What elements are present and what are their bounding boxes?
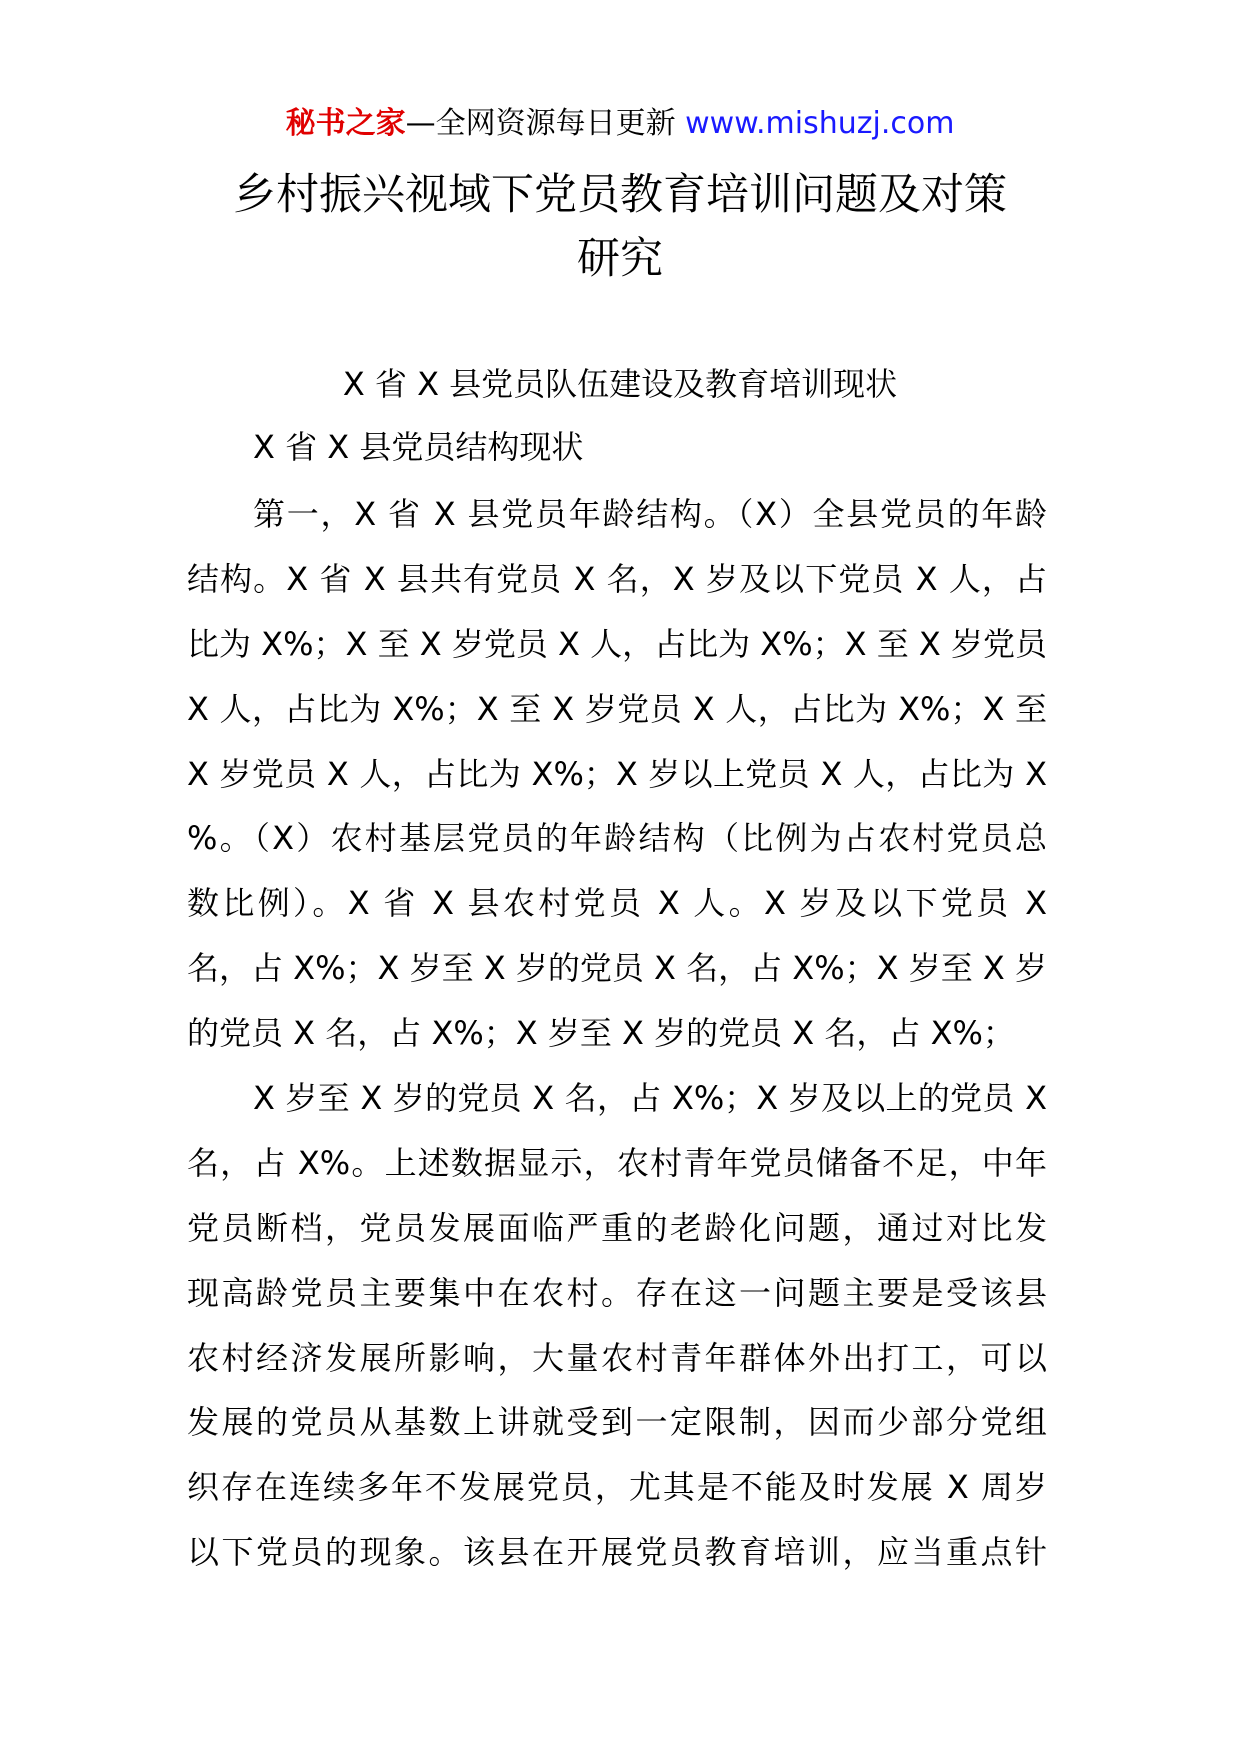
brand-name: 秘书之家 bbox=[285, 106, 406, 141]
title-line-1: 乡村振兴视域下党员教育培训问题及对策 bbox=[233, 170, 1007, 220]
paragraph-line: 第一，X 省 X 县党员年龄结构。（X）全县党员的年龄 bbox=[253, 495, 1047, 533]
paragraph-line: 现高龄党员主要集中在农村。存在这一问题主要是受该县 bbox=[187, 1273, 1047, 1312]
document-title bbox=[150, 163, 1090, 291]
section-heading: X 省 X 县党员队伍建设及教育培训现状 bbox=[342, 365, 898, 403]
paragraph-line: 发展的党员从基数上讲就受到一定限制，因而少部分党组 bbox=[187, 1403, 1047, 1442]
paragraph-line: 农村经济发展所影响，大量农村青年群体外出打工，可以 bbox=[187, 1338, 1047, 1377]
paragraph-line: 比为 X%；X 至 X 岁党员 X 人，占比为 X%；X 至 X 岁党员 bbox=[187, 624, 1047, 663]
paragraph-line: 名，占 X%。上述数据显示，农村青年党员储备不足，中年 bbox=[187, 1143, 1047, 1182]
banner-slogan: —全网资源每日更新 bbox=[405, 106, 686, 141]
site-banner bbox=[0, 104, 1240, 144]
paragraph-line: 数比例）。X 省 X 县农村党员 X 人。X 岁及以下党员 X bbox=[187, 884, 1047, 923]
paragraph-line: 党员断档，党员发展面临严重的老龄化问题，通过对比发 bbox=[187, 1208, 1047, 1247]
paragraph-line: X 人，占比为 X%；X 至 X 岁党员 X 人，占比为 X%；X 至 bbox=[187, 689, 1047, 728]
paragraph-line: 织存在连续多年不发展党员，尤其是不能及时发展 X 周岁 bbox=[187, 1468, 1047, 1507]
site-url-link[interactable]: www.mishuzj.com bbox=[685, 106, 955, 141]
body-paragraphs bbox=[187, 482, 1047, 1585]
title-line-2: 研究 bbox=[577, 234, 663, 284]
paragraph-line: 名，占 X%；X 岁至 X 岁的党员 X 名，占 X%；X 岁至 X 岁 bbox=[187, 949, 1047, 988]
subsection-heading: X 省 X 县党员结构现状 bbox=[253, 428, 584, 466]
paragraph-line: 以下党员的现象。该县在开展党员教育培训，应当重点针 bbox=[187, 1533, 1047, 1572]
paragraph-line: X 岁党员 X 人，占比为 X%；X 岁以上党员 X 人，占比为 X bbox=[187, 754, 1047, 793]
paragraph-line: 的党员 X 名，占 X%；X 岁至 X 岁的党员 X 名，占 X%； bbox=[187, 1014, 1015, 1053]
paragraph-line: 结构。X 省 X 县共有党员 X 名，X 岁及以下党员 X 人，占 bbox=[187, 559, 1047, 598]
paragraph-line: X 岁至 X 岁的党员 X 名，占 X%；X 岁及以上的党员 X bbox=[253, 1079, 1047, 1118]
paragraph-line: %。（X）农村基层党员的年龄结构（比例为占农村党员总 bbox=[187, 819, 1047, 858]
